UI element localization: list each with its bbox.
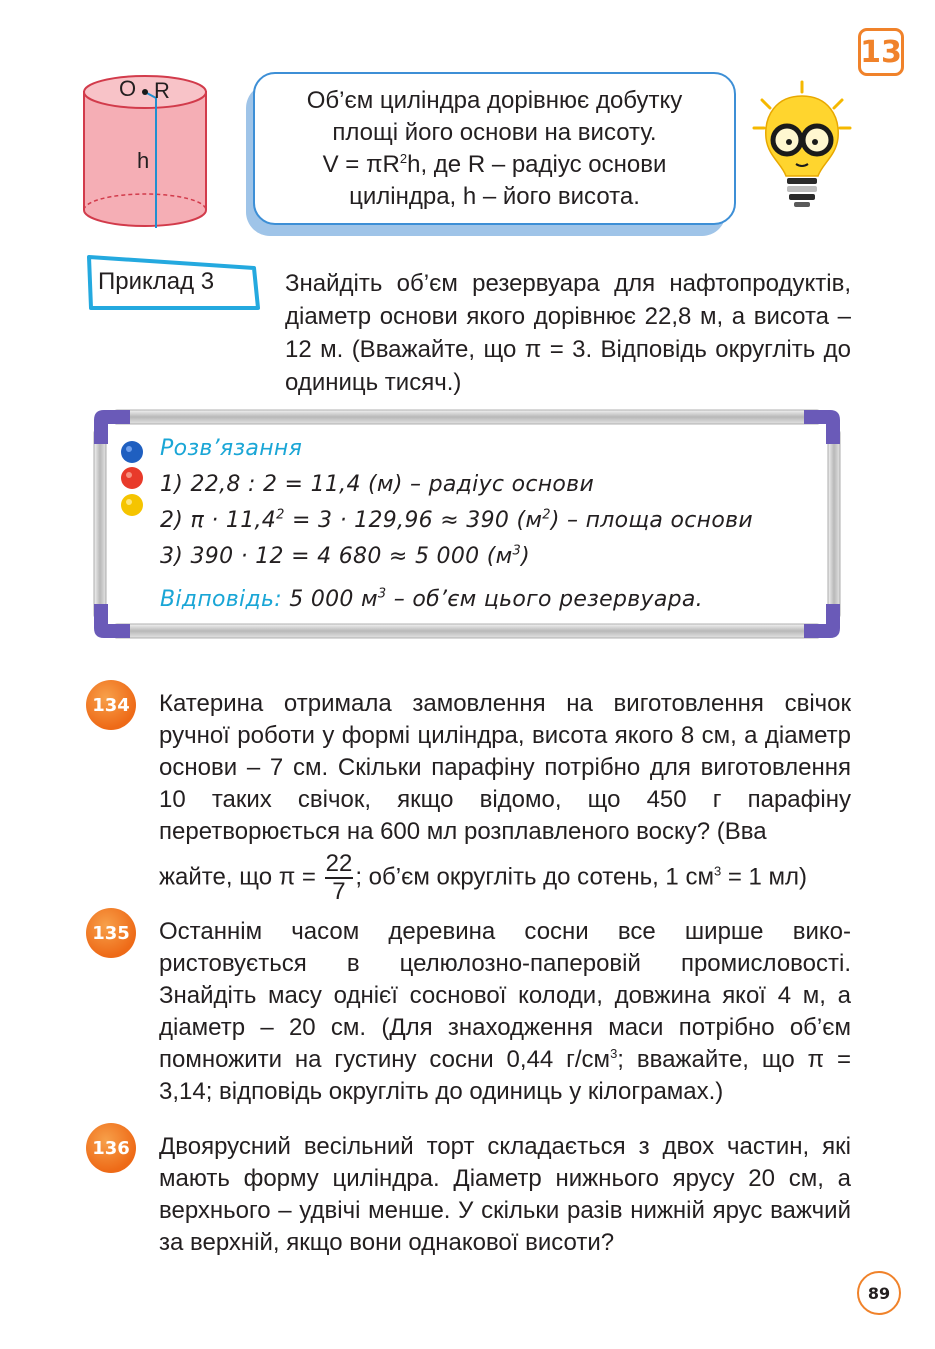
task-number-badge: 134	[86, 680, 136, 730]
task-134-body: Катерина отримала замовлення на виготовлення свічок ручної роботи у формі циліндра, висота якого 8 см, а діаметр основи – 7 см. Скільки парафіну потрібно для виготовлення 10 таких свічок, якщо відомо, що 450 г парафіну перетворюється на 600 мл розплавленого воску? (Вва	[159, 690, 851, 845]
example-label: Приклад 3	[98, 268, 215, 295]
solution-step-1: 1) 22,8 : 2 = 11,4 (м) – радіус основи	[160, 472, 595, 497]
example-problem-text: Знайдіть об’єм резервуара для нафтопродуктів, діаметр основи якого дорівнює 22,8 м, а висота – 12 м. (Вважайте, що π = 3. Відповідь округліть до одиниць тисяч.)	[285, 270, 851, 396]
rule-line: циліндра, h – його висота.	[349, 182, 640, 210]
solution-step-2: 2) $\pi \cdot 11,4^2 = 3 \cdot 129,96 \approx 390$ $(м^2)$ – площа основи	[160, 507, 753, 533]
task-number-badge: 136	[86, 1123, 136, 1173]
answer-label: Відповідь:	[160, 587, 282, 612]
board-magnets-icon	[118, 440, 148, 520]
solution-answer: Відповідь: 5 000 $м^3$ – об’єм цього резервуара.	[160, 586, 703, 612]
page-number: 89	[857, 1271, 901, 1315]
rule-line: площі його основи на висоту.	[332, 118, 657, 146]
rule-line: Об’єм циліндра дорівнює добутку	[306, 86, 683, 114]
task-134-text	[159, 688, 851, 904]
task-134-last-line: жайте, що π = $\frac{22}{7}$ ; об’єм округліть до сотень, 1 $см^3 = 1$ мл)	[159, 850, 808, 905]
lightbulb-mascot-icon	[752, 80, 852, 212]
rule-box	[253, 72, 736, 225]
solution-step-3: 3) 390 · 12 = 4 680 ≈ 5 000 $(м^3)$	[160, 543, 530, 569]
cylinder-label-h: h	[137, 148, 150, 173]
solution-heading: Розв’язання	[160, 436, 303, 461]
cylinder-label-r: R	[154, 78, 170, 103]
fraction: $\frac{22}{7}$	[325, 850, 353, 905]
task-number-badge: 135	[86, 908, 136, 958]
cylinder-label-o: O	[119, 76, 137, 101]
rule-formula-line: $V = \pi R^2h$, де R – радіус основи	[322, 150, 667, 178]
task-136-text: Двоярусний весільний торт складається з двох частин, які мають форму циліндра. Діаметр нижнього ярусу 20 см, а верхнього – удвічі менше. У скільки разів нижній ярус важчий за верхній, якщо вони однакової висоти?	[159, 1133, 851, 1256]
chapter-number-badge: 13	[858, 28, 904, 76]
task-135-text: Останнім часом деревина сосни все ширше використовується в целюлозно-паперовій промисловості. Знайдіть масу однієї соснової колоди, довжина якої 4 м, а діаметр – 20 см. (Для знаходження маси потрібно об’єм помножити на густину сосни 0,44 $г/см^3$; вважайте, що π = 3,14; відповідь округліть до одиниць у кілограмах.)	[159, 918, 851, 1105]
